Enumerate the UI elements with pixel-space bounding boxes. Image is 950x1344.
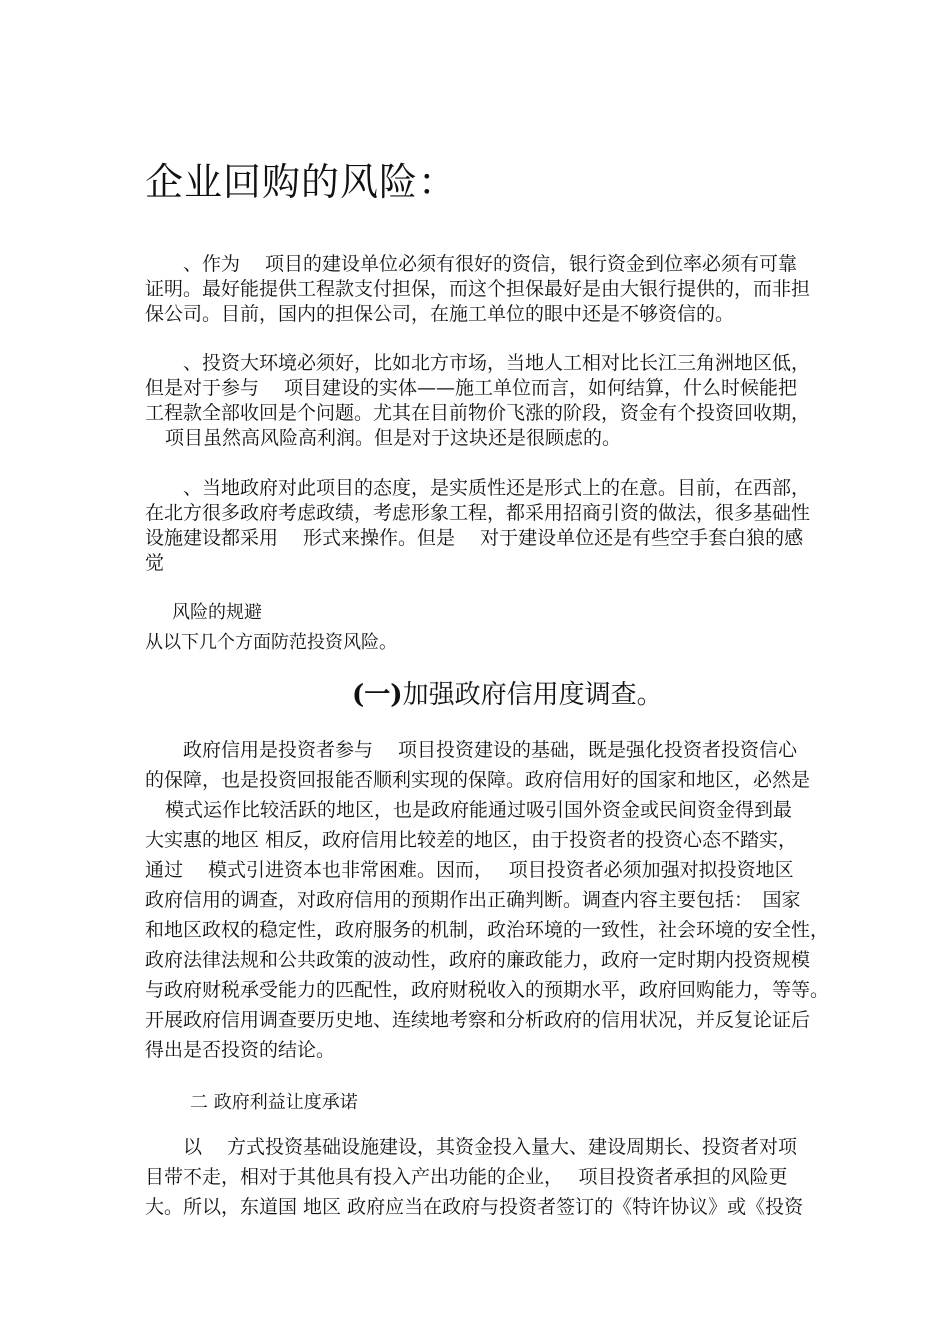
risk-paragraph-3 bbox=[145, 476, 813, 576]
section-1-number: (一) bbox=[352, 680, 403, 710]
section-1-body bbox=[145, 735, 830, 1065]
text-line: 项目虽然高风险高利润。但是对于这块还是很顾虑的。 bbox=[165, 427, 622, 449]
text-line: 政府信用的调查，对政府信用的预期作出正确判断。调查内容主要包括： 国家 bbox=[145, 889, 801, 911]
avoidance-heading: 风险的规避 bbox=[172, 602, 262, 623]
text-line: 通过 模式引进资本也非常困难。因而， 项目投资者必须加强对拟投资地区 bbox=[145, 859, 794, 881]
document-title: 企业回购的风险： bbox=[145, 160, 458, 204]
text-line: 与政府财税承受能力的匹配性，政府财税收入的预期水平，政府回购能力，等等。 bbox=[145, 979, 830, 1001]
text-line: 、作为 项目的建设单位必须有很好的资信，银行资金到位率必须有可靠 bbox=[183, 253, 798, 275]
text-line: 开展政府信用调查要历史地、连续地考察和分析政府的信用状况，并反复论证后 bbox=[145, 1009, 811, 1031]
text-line: 大。所以，东道国 地区 政府应当在政府与投资者签订的《特许协议》或《投资 bbox=[145, 1196, 804, 1218]
risk-paragraph-1 bbox=[145, 252, 813, 327]
text-line: 以 方式投资基础设施建设，其资金投入量大、建设周期长、投资者对项 bbox=[183, 1136, 798, 1158]
text-line: 得出是否投资的结论。 bbox=[145, 1039, 336, 1061]
text-line: 和地区政权的稳定性，政府服务的机制，政治环境的一致性，社会环境的安全性， bbox=[145, 919, 830, 941]
text-line: 政府信用是投资者参与 项目投资建设的基础，既是强化投资者投资信心 bbox=[183, 739, 798, 761]
text-line: 但是对于参与 项目建设的实体——施工单位而言，如何结算，什么时候能把 bbox=[145, 377, 798, 399]
text-line: 在北方很多政府考虑政绩，考虑形象工程，都采用招商引资的做法，很多基础性 bbox=[145, 502, 811, 524]
avoidance-intro: 从以下几个方面防范投资风险。 bbox=[145, 632, 397, 653]
text-line: 觉 bbox=[145, 552, 165, 574]
section-1-heading bbox=[352, 678, 663, 712]
section-2-heading: 二 政府利益让度承诺 bbox=[190, 1092, 358, 1113]
text-line: 设施建设都采用 形式来操作。但是 对于建设单位还是有些空手套白狼的感 bbox=[145, 527, 804, 549]
text-line: 保公司。目前，国内的担保公司，在施工单位的眼中还是不够资信的。 bbox=[145, 303, 735, 325]
text-line: 的保障，也是投资回报能否顺利实现的保障。政府信用好的国家和地区，必然是 bbox=[145, 769, 811, 791]
text-line: 证明。最好能提供工程款支付担保，而这个担保最好是由大银行提供的，而非担 bbox=[145, 278, 811, 300]
text-line: 、投资大环境必须好，比如北方市场，当地人工相对比长江三角洲地区低， bbox=[183, 352, 811, 374]
text-line: 大实惠的地区 相反，政府信用比较差的地区，由于投资者的投资心态不踏实， bbox=[145, 829, 798, 851]
risk-paragraph-2 bbox=[145, 351, 813, 451]
text-line: 、当地政府对此项目的态度，是实质性还是形式上的在意。目前，在西部， bbox=[183, 477, 811, 499]
text-line: 工程款全部收回是个问题。尤其在目前物价飞涨的阶段，资金有个投资回收期， bbox=[145, 402, 811, 424]
text-line: 模式运作比较活跃的地区，也是政府能通过吸引国外资金或民间资金得到最 bbox=[165, 799, 793, 821]
section-1-heading-text: 加强政府信用度调查。 bbox=[402, 680, 663, 710]
section-2-body bbox=[145, 1132, 813, 1222]
text-line: 目带不走，相对于其他具有投入产出功能的企业， 项目投资者承担的风险更 bbox=[145, 1166, 788, 1188]
text-line: 政府法律法规和公共政策的波动性，政府的廉政能力，政府一定时期内投资规模 bbox=[145, 949, 811, 971]
